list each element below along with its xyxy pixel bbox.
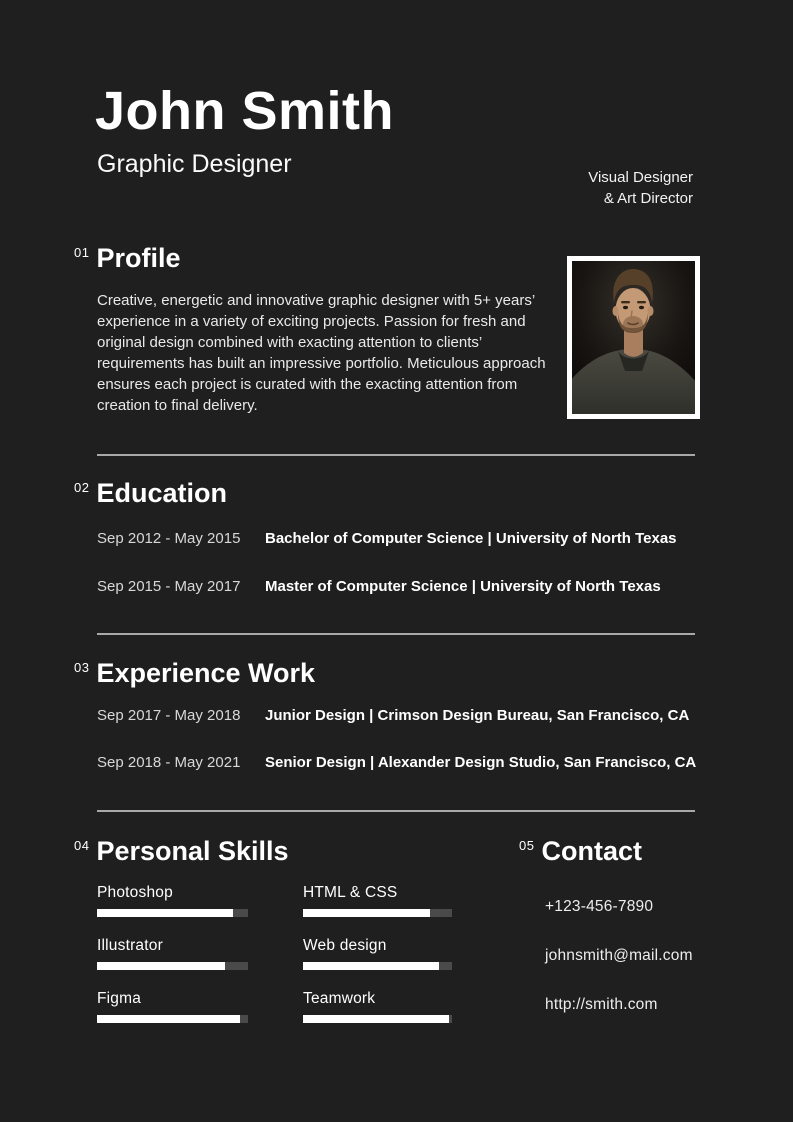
skill-bar-fill [303, 909, 430, 917]
tagline [588, 167, 693, 209]
skill-item [303, 990, 452, 1023]
education-row [97, 530, 737, 547]
section-title: Profile [96, 243, 181, 273]
contact-list [545, 898, 693, 1045]
tagline-line-2: & Art Director [603, 190, 693, 207]
skill-bar-fill [97, 1015, 240, 1023]
section-number: 02 [74, 480, 90, 495]
section-number: 04 [74, 838, 90, 853]
skill-label: Teamwork [303, 990, 376, 1007]
education-row [97, 578, 737, 595]
contact-section-heading [519, 838, 642, 865]
tagline-line-1: Visual Designer [588, 169, 693, 186]
experience-dates: Sep 2018 - May 2021 [97, 754, 241, 771]
experience-description: Junior Design | Crimson Design Bureau, San Francisco, CA [265, 707, 690, 724]
skill-bar-fill [303, 962, 439, 970]
skill-label: HTML & CSS [303, 884, 398, 901]
experience-row [97, 707, 737, 724]
skill-item [97, 884, 248, 917]
skill-label: Figma [97, 990, 142, 1007]
skill-bar-fill [97, 962, 225, 970]
skill-bar-track [303, 909, 452, 917]
experience-description: Senior Design | Alexander Design Studio, San Francisco, CA [265, 754, 697, 771]
education-description: Bachelor of Computer Science | University of North Texas [265, 530, 677, 547]
skill-label: Web design [303, 937, 387, 954]
skill-bar-track [303, 962, 452, 970]
section-title: Contact [541, 836, 642, 866]
man-portrait-illustration [572, 261, 695, 414]
skill-bar-track [97, 962, 248, 970]
section-number: 03 [74, 660, 90, 675]
section-divider [97, 454, 695, 456]
experience-section-heading [74, 660, 315, 687]
person-job-title: Graphic Designer [97, 150, 292, 178]
contact-phone: +123-456-7890 [545, 898, 654, 915]
profile-text: Creative, energetic and innovative graphic designer with 5+ years’ experience in a variety of exciting projects. Passion for fresh and original design combined with exacting attention to clients’ requirements has built an impressive portfolio. Meticulous approach ensures each project is curated with the exacting attention from creation to final delivery. [97, 292, 546, 414]
section-divider [97, 633, 695, 635]
skill-item [303, 937, 452, 970]
education-section-heading [74, 480, 227, 507]
experience-dates: Sep 2017 - May 2018 [97, 707, 241, 724]
contact-email: johnsmith@mail.com [545, 947, 693, 964]
skill-bar-fill [97, 909, 233, 917]
education-dates: Sep 2012 - May 2015 [97, 530, 241, 547]
section-number: 05 [519, 838, 535, 853]
skill-label: Photoshop [97, 884, 173, 901]
contact-website: http://smith.com [545, 996, 658, 1013]
person-name: John Smith [95, 81, 394, 141]
profile-section-heading [74, 245, 181, 272]
section-title: Education [96, 478, 227, 508]
section-title: Personal Skills [96, 836, 289, 866]
experience-row [97, 754, 737, 771]
section-divider [97, 810, 695, 812]
skill-item [97, 990, 248, 1023]
skill-bar-track [97, 1015, 248, 1023]
skill-item [97, 937, 248, 970]
section-number: 01 [74, 245, 90, 260]
skills-column-right [303, 884, 452, 1043]
skills-section-heading [74, 838, 289, 865]
skill-bar-track [303, 1015, 452, 1023]
skill-bar-fill [303, 1015, 449, 1023]
skill-bar-track [97, 909, 248, 917]
section-title: Experience Work [96, 658, 316, 688]
education-description: Master of Computer Science | University of North Texas [265, 578, 661, 595]
portrait-photo [567, 256, 700, 419]
skill-item [303, 884, 452, 917]
skill-label: Illustrator [97, 937, 163, 954]
education-dates: Sep 2015 - May 2017 [97, 578, 241, 595]
skills-column-left [97, 884, 248, 1043]
